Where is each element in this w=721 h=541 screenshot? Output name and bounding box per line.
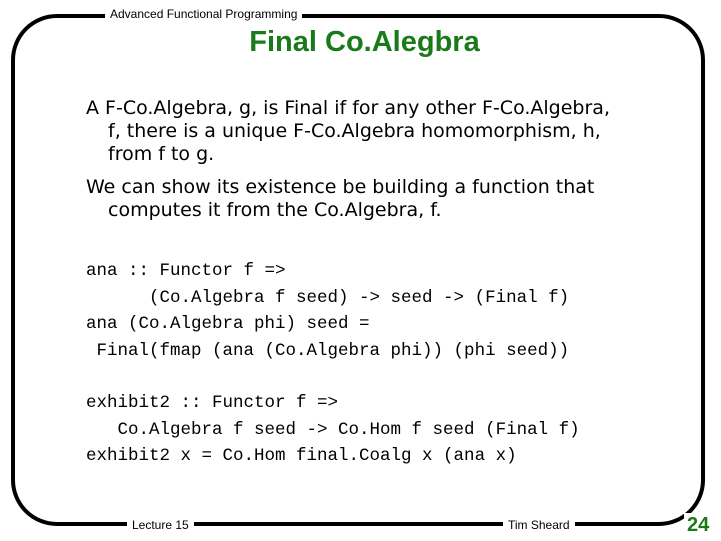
course-header: Advanced Functional Programming [105,7,302,21]
paragraph-existence: We can show its existence be building a function that computes it from the Co.Algebra, f. [86,176,595,221]
code-block-ana: ana :: Functor f => (Co.Algebra f seed) -> seed -> (Final f) ana (Co.Algebra phi) seed = Final(fmap (ana (Co.Algebra phi)) (phi seed)) [86,261,570,362]
slide-title: Final Co.Alegbra [249,26,480,58]
paragraph-definition: A F-Co.Algebra, g, is Final if for any other F-Co.Algebra, f, there is a unique F-Co.Algebra homomorphism, h, from f to g. [86,97,610,165]
lecture-label: Lecture 15 [127,518,194,532]
page-number: 24 [684,513,712,537]
code-block-exhibit2: exhibit2 :: Functor f => Co.Algebra f seed -> Co.Hom f seed (Final f) exhibit2 x = Co.Hom final.Coalg x (ana x) [86,393,580,467]
author-label: Tim Sheard [503,518,575,532]
